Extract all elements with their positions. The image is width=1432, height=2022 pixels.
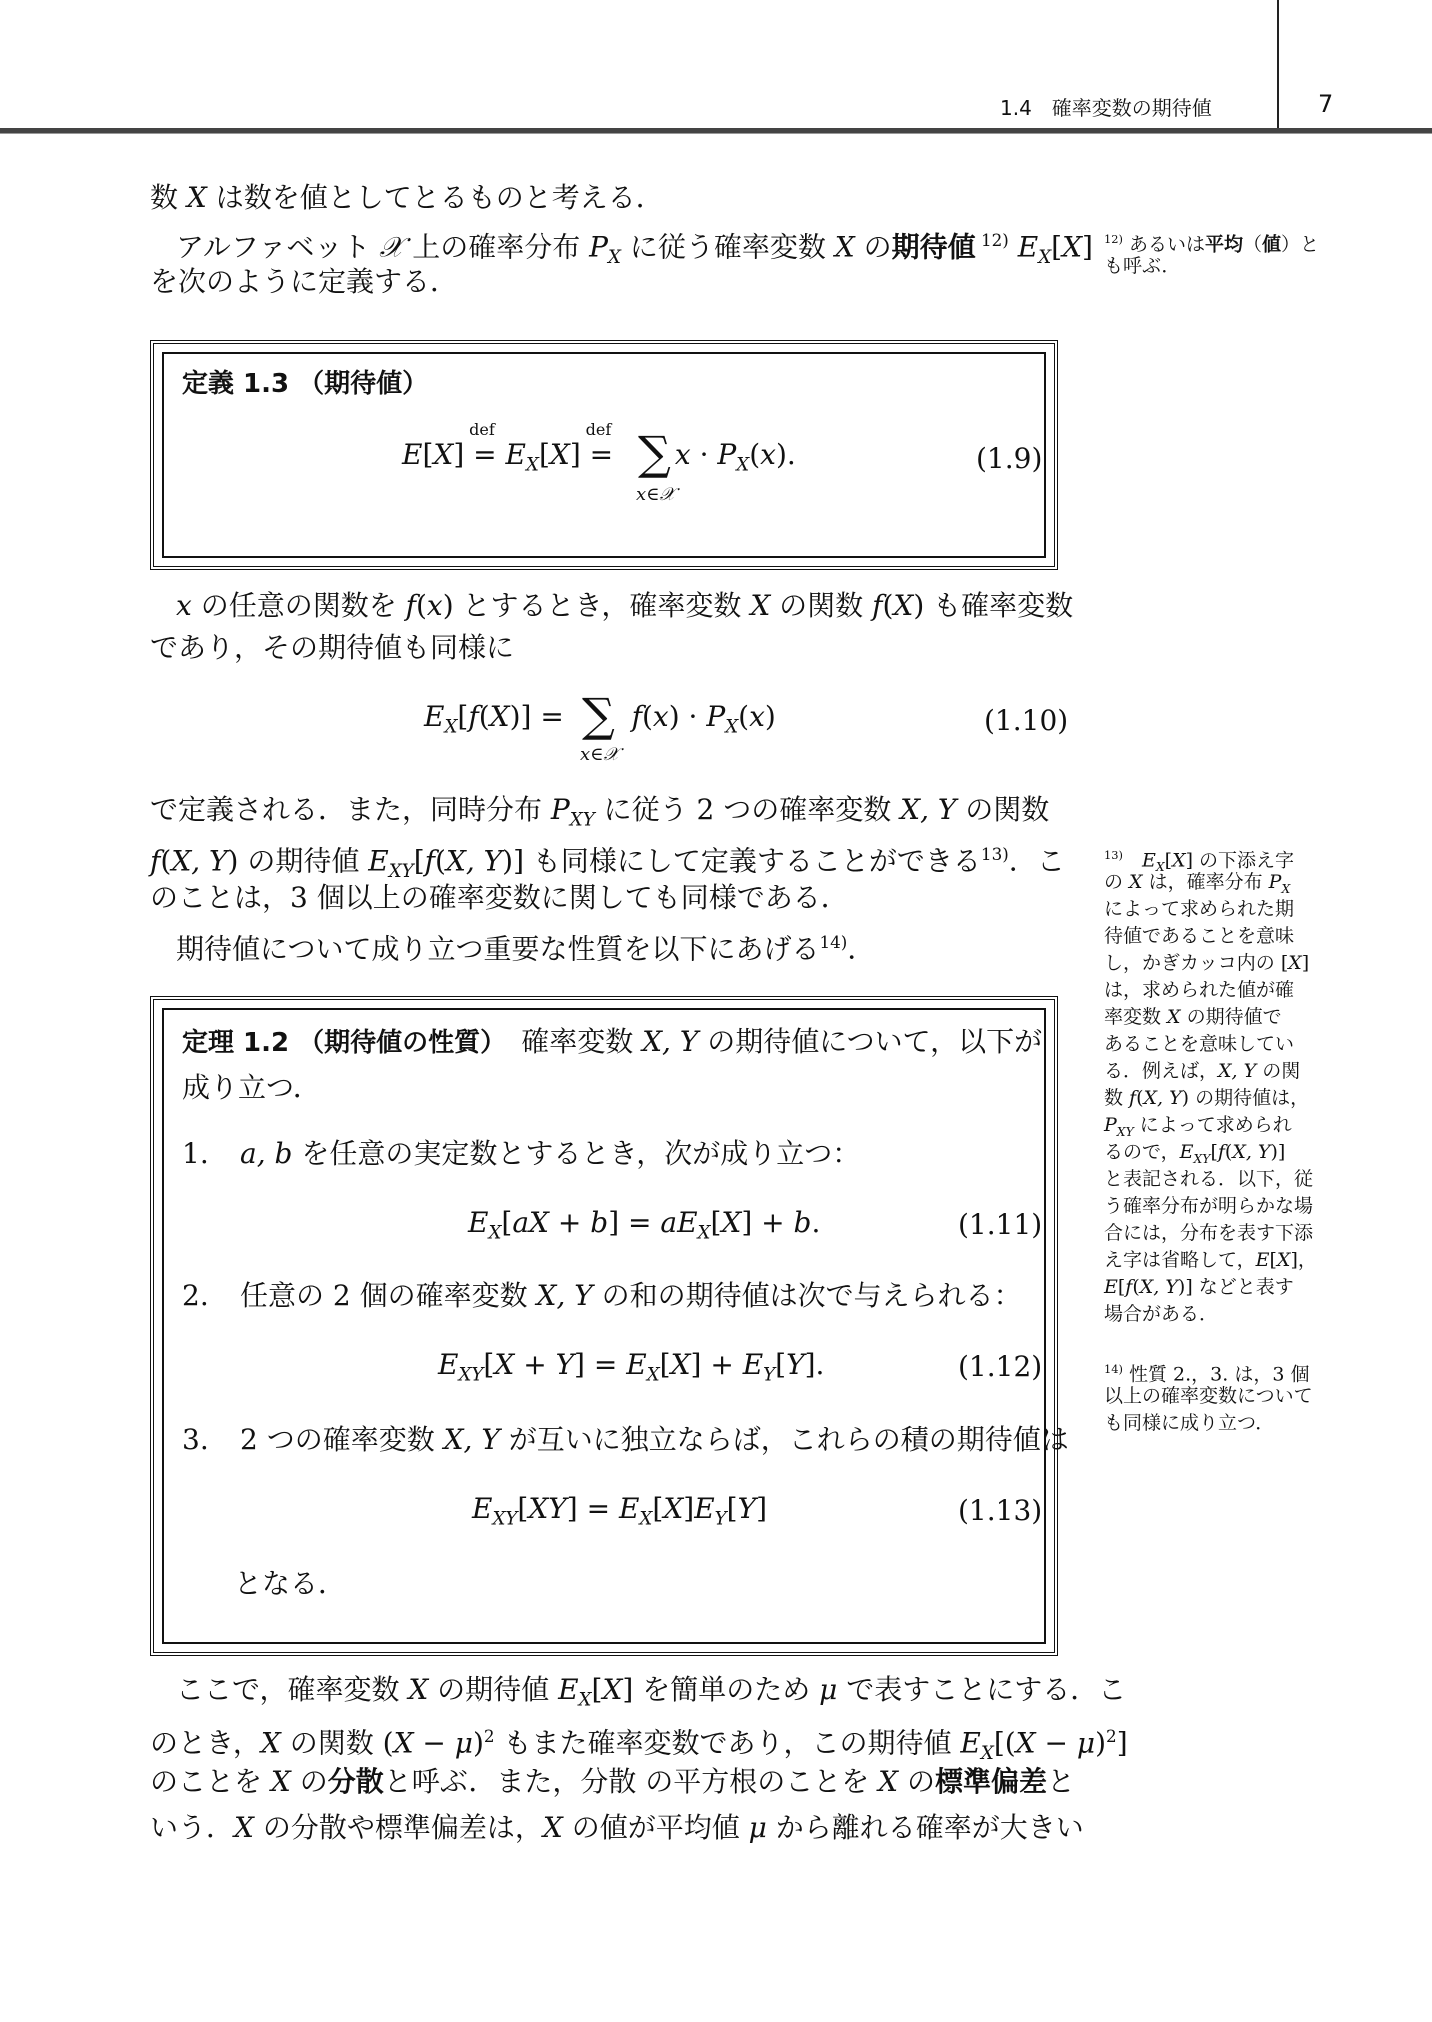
page-number: 7: [1318, 90, 1334, 118]
sidenote-13-line-9: る．例えば，X, Y の関: [1104, 1060, 1301, 1082]
equation-number-1-11: (1.11): [958, 1208, 1043, 1241]
theorem-intro-b: 成り立つ．: [182, 1071, 321, 1104]
definition-sum-index: x∈𝒳: [636, 484, 675, 505]
sidenote-13-line-2: の X は，確率分布 $P_X$: [1104, 871, 1291, 896]
theorem-item-1-number: 1.: [182, 1137, 209, 1170]
sidenote-13-line-8: あることを意味してい: [1104, 1033, 1295, 1055]
header-rule: [0, 128, 1432, 134]
equation-number-1-10: (1.10): [984, 704, 1069, 737]
body-line-6: で定義される．また，同時分布 $P_{XY}$ に従う 2 つの確率変数 X, Y の関数: [150, 793, 1050, 831]
theorem-item-1-text: a, b を任意の実定数とするとき，次が成り立つ：: [240, 1137, 861, 1170]
body-line-8: のことは，3 個以上の確率変数に関しても同様である．: [150, 881, 849, 914]
definition-equation: E[X] = def $E_X[X]$ = def $x \cdot P_X(x)$.: [402, 420, 796, 476]
sidenote-13-line-1: $^{13)}$ $E_X[X]$ の下添え字: [1104, 848, 1295, 875]
sidenote-13-line-7: 率変数 X の期待値で: [1104, 1006, 1282, 1028]
sidenote-13-line-12: るので，$E_{XY}[f(X$, Y)]: [1104, 1141, 1286, 1166]
body-line-2: アルファベット 𝒳 上の確率分布 $P_X$ に従う確率変数 X の期待値 $^{12)}$ $E_X[X]$: [176, 230, 1093, 268]
definition-title: 定義 1.3 （期待値）: [182, 369, 429, 399]
equation-number-1-9: (1.9): [976, 442, 1043, 475]
sidenote-13-line-6: は，求められた値が確: [1104, 979, 1295, 1001]
sidenote-13-line-5: し，かぎカッコ内の [X]: [1104, 952, 1310, 974]
sidenote-13-line-4: 待値であることを意味: [1104, 925, 1295, 947]
theorem-item-2-text: 任意の 2 個の確率変数 X, Y の和の期待値は次で与えられる：: [240, 1279, 1022, 1312]
equation-number-1-13: (1.13): [958, 1494, 1043, 1527]
body-line-12: のことを X の分散と呼ぶ．また，分散 の平方根のことを X の標準偏差と: [150, 1765, 1076, 1798]
body-line-13: いう．X の分散や標準偏差は，X の値が平均値 μ から離れる確率が大きい: [150, 1811, 1084, 1844]
body-line-9: 期待値について成り立つ重要な性質を以下にあげる$^{14)}$．: [176, 932, 876, 966]
definition-sigma: ∑: [638, 426, 671, 480]
equation-1-10-sum-index: x∈𝒳: [580, 744, 619, 765]
equation-number-1-12: (1.12): [958, 1350, 1043, 1383]
sidenote-13-line-3: によって求められた期: [1104, 898, 1295, 920]
sidenote-12-line-2: も呼ぶ．: [1104, 255, 1181, 277]
sidenote-13-line-13: と表記される．以下，従: [1104, 1168, 1314, 1190]
equation-1-11: $E_X[aX + b] = aE_X[X] + b$.: [468, 1206, 821, 1244]
theorem-heading: [182, 1022, 1042, 1063]
body-line-11: のとき，X の関数 $(X - \mu)^2$ もまた確率変数であり，この期待値 $E_X[(X - \mu)^2]$: [150, 1726, 1128, 1764]
sidenote-13-line-18: 場合がある．: [1104, 1303, 1219, 1325]
sidenote-13-line-16: え字は省略して，E[X]，: [1104, 1249, 1317, 1271]
sidenote-13-line-10: 数 f(X, Y) の期待値は，: [1104, 1087, 1310, 1109]
sidenote-14-line-3: も同様に成り立つ．: [1104, 1412, 1275, 1434]
theorem-intro-a: 確率変数 X, Y の期待値について，以下が: [521, 1025, 1043, 1058]
body-line-4: x の任意の関数を f(x) とするとき，確率変数 X の関数 f(X) も確率変数: [176, 589, 1074, 622]
body-line-10: ここで，確率変数 X の期待値 $E_X[X]$ を簡単のため μ で表すことにする．こ: [176, 1673, 1127, 1711]
sidenote-13-line-17: E[f(X, Y)] などと表す: [1104, 1276, 1294, 1298]
sidenote-13-line-14: う確率分布が明らかな場: [1104, 1195, 1314, 1217]
sidenote-13-line-11: $P_{XY}$ によって求められ: [1104, 1114, 1292, 1139]
theorem-item-3-text: 2 つの確率変数 X, Y が互いに独立ならば，これらの積の期待値は: [240, 1423, 1069, 1456]
body-line-1: 数 X は数を値としてとるものと考える．: [150, 181, 664, 214]
body-line-5: であり，その期待値も同様に: [150, 631, 515, 664]
equation-1-10: $E_X[f(X)] = f(x) \cdot P_X(x)$: [424, 700, 776, 738]
running-head: 1.4 確率変数の期待値: [1000, 96, 1212, 120]
theorem-title: 定理 1.2 （期待値の性質）: [182, 1028, 494, 1058]
body-line-7: f(X, Y) の期待値 $E_{XY}[f(X$, Y)] も同様にして定義することができる$^{13)}$．こ: [150, 844, 1065, 882]
sidenote-13-line-15: 合には，分布を表す下添: [1104, 1222, 1314, 1244]
equation-1-10-sigma: ∑: [582, 688, 615, 742]
equation-1-12: $E_{XY}[X + Y] = E_X[X] + E_Y[Y]$.: [438, 1348, 825, 1386]
body-line-3: を次のように定義する．: [150, 265, 459, 298]
theorem-item-2-number: 2.: [182, 1279, 209, 1312]
theorem-closing: となる．: [234, 1567, 347, 1600]
theorem-item-3-number: 3.: [182, 1423, 209, 1456]
equation-1-13: $E_{XY}[XY] = E_X[X]E_Y[Y]$: [472, 1492, 768, 1530]
header-vertical-rule: [1277, 0, 1279, 128]
sidenote-14-line-1: $^{14)}$ 性質 2.，3. は，3 個: [1104, 1362, 1310, 1386]
sidenote-14-line-2: 以上の確率変数について: [1104, 1385, 1313, 1407]
sidenote-12-line-1: $^{12)}$ あるいは平均（値）と: [1104, 232, 1320, 256]
